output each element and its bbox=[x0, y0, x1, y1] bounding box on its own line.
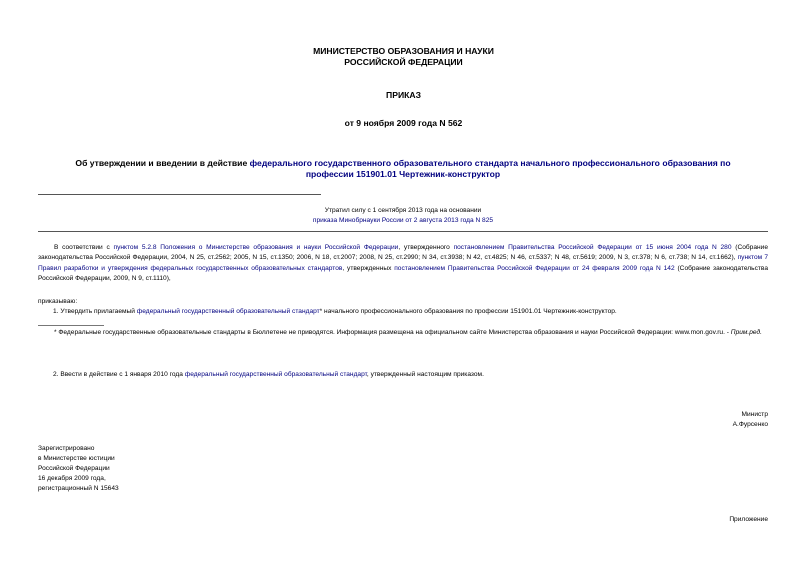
resolution-280-link[interactable]: постановлением Правительства Российской Федерации от 15 июня 2004 года N 280 bbox=[453, 244, 732, 251]
separator-top bbox=[38, 194, 321, 195]
preamble-paragraph bbox=[38, 243, 768, 285]
item-2-text-2: , утвержденный настоящим приказом. bbox=[366, 371, 484, 378]
regulation-link[interactable]: пунктом 5.2.8 Положения о Министерстве образования и науки Российской Федерации bbox=[113, 244, 399, 251]
signature-name: А.Фурсенко bbox=[732, 421, 768, 428]
doc-date: от 9 ноября 2009 года N 562 bbox=[344, 118, 463, 128]
order-word: приказываю: bbox=[38, 298, 78, 305]
footnote bbox=[38, 328, 768, 338]
registration-line-4: 16 декабря 2009 года, bbox=[38, 475, 106, 482]
footnote-separator bbox=[38, 325, 104, 326]
preamble-text-4: , утвержденных bbox=[342, 264, 395, 272]
preamble-text-1: В соответствии с bbox=[54, 244, 114, 251]
preamble-text-5: (Собрание законодательства Российской Федерации, 2009, N 9, ст.1110), bbox=[38, 264, 768, 283]
resolution-142-link[interactable]: постановлением Правительства Российской Федерации от 24 февраля 2009 года N 142 bbox=[394, 264, 675, 272]
status-line: Утратил силу с 1 сентября 2013 года на основании bbox=[324, 207, 482, 214]
preamble-text-2: , утвержденного bbox=[398, 244, 454, 251]
title-standard-link-2[interactable]: профессии 151901.01 Чертежник-конструктор bbox=[305, 169, 501, 179]
appendix-label: Приложение bbox=[729, 516, 768, 523]
doc-type: ПРИКАЗ bbox=[386, 90, 421, 100]
signature-position: Министр bbox=[741, 411, 768, 418]
item-2-standard-link[interactable]: федеральный государственный образовательный стандарт bbox=[184, 371, 367, 378]
rules-link[interactable]: пунктом 7 Правил разработки и утверждения федеральных государственных образовательных стандартов bbox=[38, 254, 768, 272]
footnote-note: Прим.ред. bbox=[730, 329, 762, 336]
item-1-text-2: * начального профессионального образования по профессии 151901.01 Чертежник-конструктор. bbox=[319, 308, 617, 315]
item-2-text-1: 2. Ввести в действие с 1 января 2010 года bbox=[53, 371, 185, 378]
doc-title-line-2 bbox=[60, 169, 746, 180]
item-1-text-1: 1. Утвердить прилагаемый bbox=[53, 308, 137, 315]
title-prefix: Об утверждении и введении в действие bbox=[75, 158, 250, 168]
footnote-text: * Федеральные государственные образовательные стандарты в Бюллетене не приводятся. Информация размещена на официальном сайте Министерства образования и науки Российской Федерации: www.mon.gov.ru. - bbox=[54, 329, 731, 336]
registration-line-5: регистрационный N 15643 bbox=[38, 485, 119, 492]
registration-line-2: в Министерстве юстиции bbox=[38, 455, 115, 462]
item-1-standard-link[interactable]: федеральный государственный образовательный стандарт bbox=[136, 308, 320, 315]
registration-line-3: Российской Федерации bbox=[38, 465, 110, 472]
title-standard-link[interactable]: федерального государственного образовательного стандарта начального профессионального образования по bbox=[249, 158, 731, 168]
ministry-line-2: РОССИЙСКОЙ ФЕДЕРАЦИИ bbox=[344, 57, 463, 67]
ministry-line-1: МИНИСТЕРСТВО ОБРАЗОВАНИЯ И НАУКИ bbox=[313, 46, 494, 56]
item-1 bbox=[53, 307, 768, 317]
doc-title bbox=[60, 158, 746, 169]
registration-line-1: Зарегистрировано bbox=[38, 445, 95, 452]
preamble-text-3: (Собрание законодательства Российской Федерации, 2004, N 25, ст.2562; 2005, N 15, ст.1350; 2006, N 18, ст.2007; 2008, N 25, ст.2990; N 34, ст.3938; N 42, ст.4825; N 46, ст.5337; N 48, ст.5619; 2009, N 3, ст.378; N 6, ст.738; N 14, ст.1662), bbox=[38, 244, 768, 262]
status-link[interactable]: приказа Минобрнауки России от 2 августа 2013 года N 825 bbox=[312, 217, 494, 224]
separator-full bbox=[38, 231, 768, 232]
item-2 bbox=[53, 370, 768, 380]
